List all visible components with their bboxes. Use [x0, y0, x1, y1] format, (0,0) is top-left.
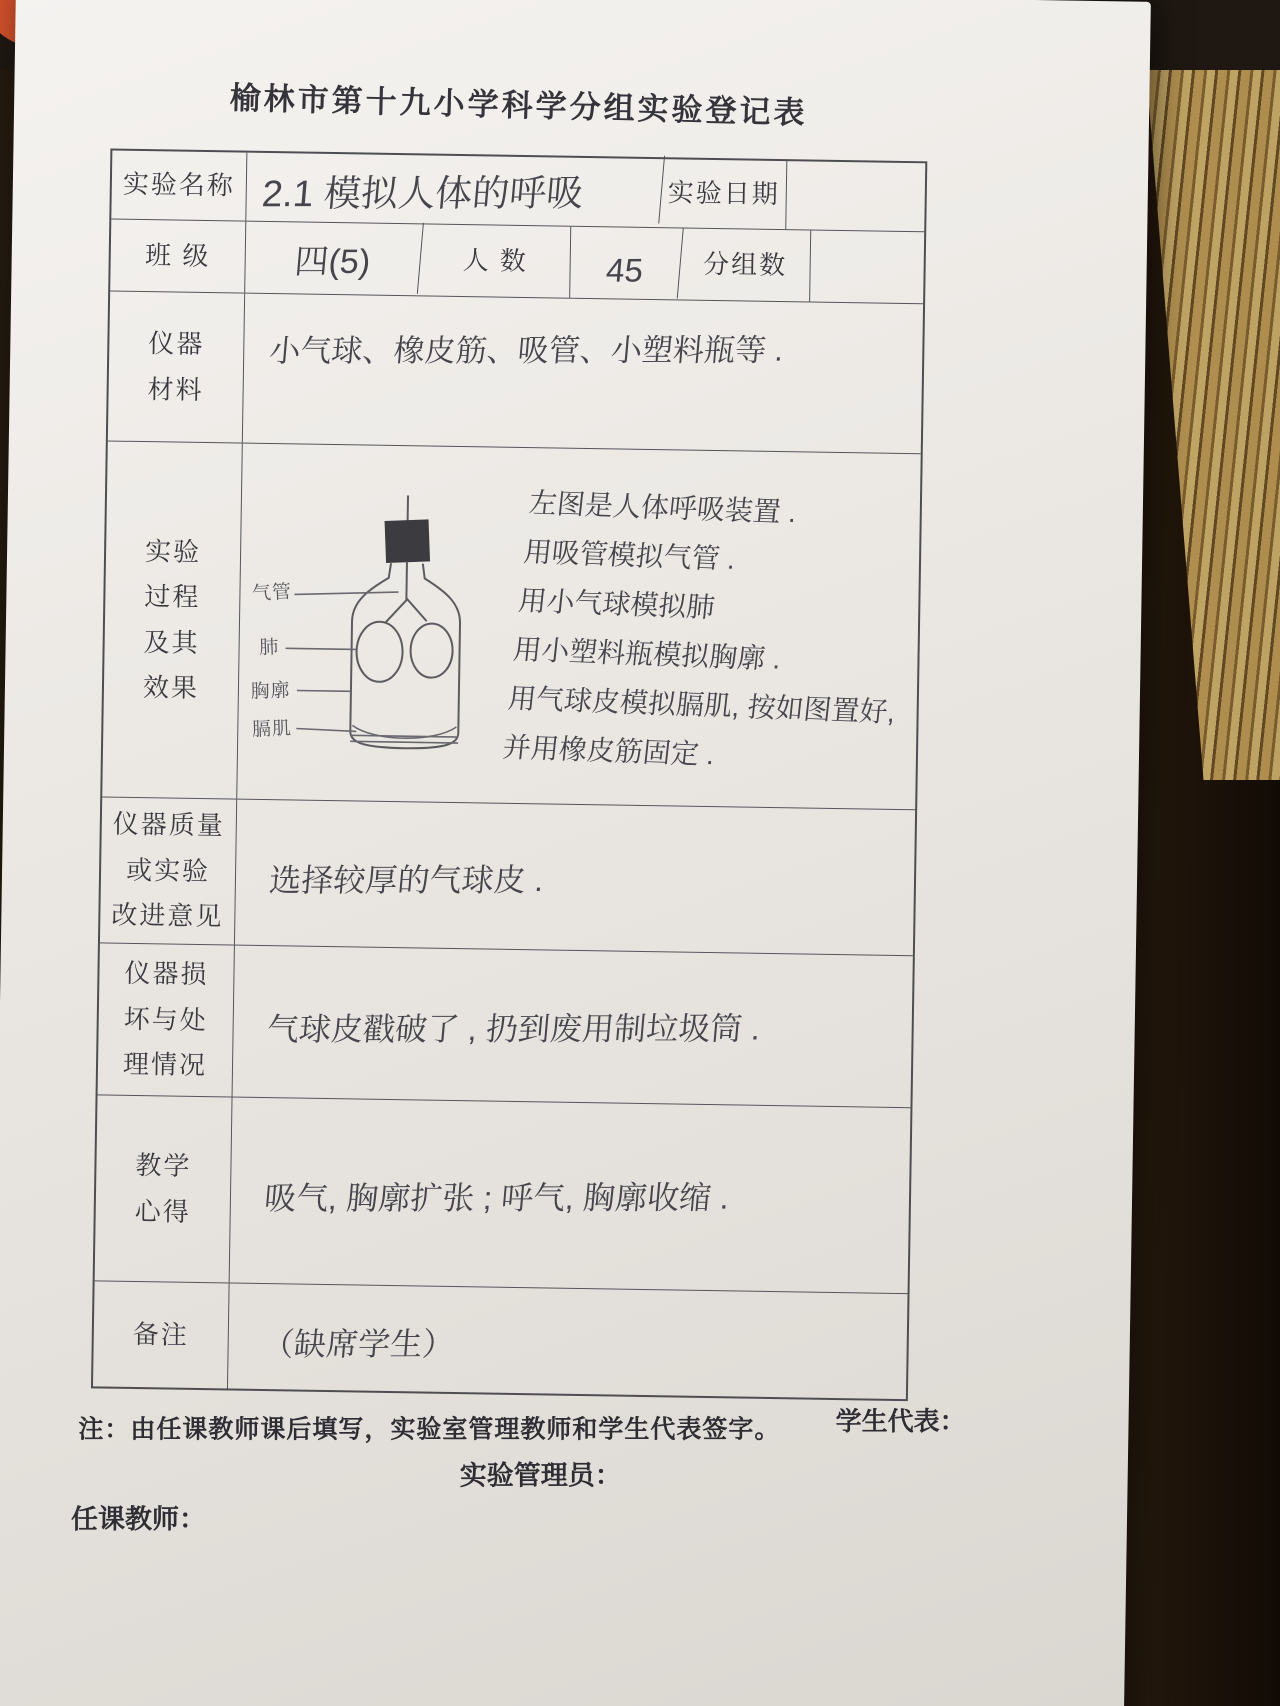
student-count-value: 45	[568, 228, 684, 299]
rubber-band-line	[350, 741, 458, 743]
breathing-apparatus-drawing	[243, 478, 516, 792]
lung-leader-line	[286, 648, 356, 649]
damage-value: 气球皮戳破了 , 扔到废用制垃圾筒 .	[265, 1010, 762, 1047]
trachea-label: 气管	[251, 581, 293, 605]
teacher-signature-label: 任课教师：	[70, 1503, 206, 1535]
student-count-label: 人 数	[420, 224, 571, 297]
experiment-name-label: 实验名称	[111, 151, 247, 221]
trachea-leader-line	[294, 590, 398, 596]
damage-label: 仪器损 坏与处 理情况	[98, 943, 235, 1096]
diaphragm-leader-line	[296, 728, 356, 731]
experiment-date-value	[786, 161, 925, 231]
experiment-name-value: 2.1 模拟人体的呼吸	[244, 156, 665, 225]
student-rep-signature-label: 学生代表：	[835, 1405, 966, 1437]
teaching-notes-value: 吸气, 胸廓扩张 ; 呼气, 胸廓收缩 .	[262, 1179, 731, 1216]
row-process	[102, 440, 920, 809]
lung-label: 肺	[258, 637, 280, 659]
row-teaching-notes	[95, 1094, 911, 1293]
remarks-label: 备注	[93, 1281, 230, 1388]
right-balloon-lung	[410, 623, 453, 678]
class-label: 班 级	[110, 220, 246, 293]
improvement-label: 仪器质量 或实验 改进意见	[100, 797, 237, 944]
form-title: 榆林市第十九小学科学分组实验登记表	[229, 80, 808, 131]
process-label: 实验 过程 及其 效果	[102, 441, 243, 798]
materials-value: 小气球、橡皮筋、吸管、小塑料瓶等 .	[267, 332, 785, 369]
process-handwritten-text: 左图是人体呼吸装置 . 用吸管模拟气管 . 用小气球模拟肺 用小塑料瓶模拟胸廓 . 用气球皮模拟膈肌, 按如图置好, 并用橡皮筋固定 .	[501, 487, 897, 771]
footer-note: 注：由任课教师课后填写，实验室管理教师和学生代表签字。	[78, 1415, 781, 1444]
diaphragm-label: 膈肌	[251, 718, 293, 741]
rubber-band-line	[350, 735, 458, 737]
thorax-leader-line	[297, 690, 351, 691]
thorax-label: 胸廓	[250, 680, 291, 703]
class-value: 四(5)	[243, 223, 424, 294]
row-damage	[98, 942, 913, 1107]
remarks-value: （缺席学生）	[260, 1325, 456, 1362]
experiment-date-label: 实验日期	[661, 159, 787, 229]
row-experiment-name	[111, 151, 925, 232]
row-class-info	[110, 219, 924, 304]
row-improvement	[100, 796, 915, 955]
process-content	[237, 444, 920, 810]
bottle-outline	[350, 563, 461, 749]
group-count-value	[810, 231, 924, 304]
teaching-notes-label: 教学 心得	[95, 1095, 233, 1282]
lab-manager-signature-label: 实验管理员：	[459, 1460, 622, 1491]
left-balloon-lung	[356, 621, 403, 682]
improvement-value: 选择较厚的气球皮 .	[267, 861, 546, 898]
group-count-label: 分组数	[680, 228, 811, 301]
form-footer	[70, 1400, 1070, 1635]
bottle-cap	[385, 519, 431, 563]
row-materials	[108, 291, 923, 454]
tube-right-branch	[406, 598, 426, 620]
experiment-table	[91, 149, 927, 1402]
row-remarks	[93, 1280, 908, 1399]
materials-label: 仪器 材料	[108, 292, 245, 443]
